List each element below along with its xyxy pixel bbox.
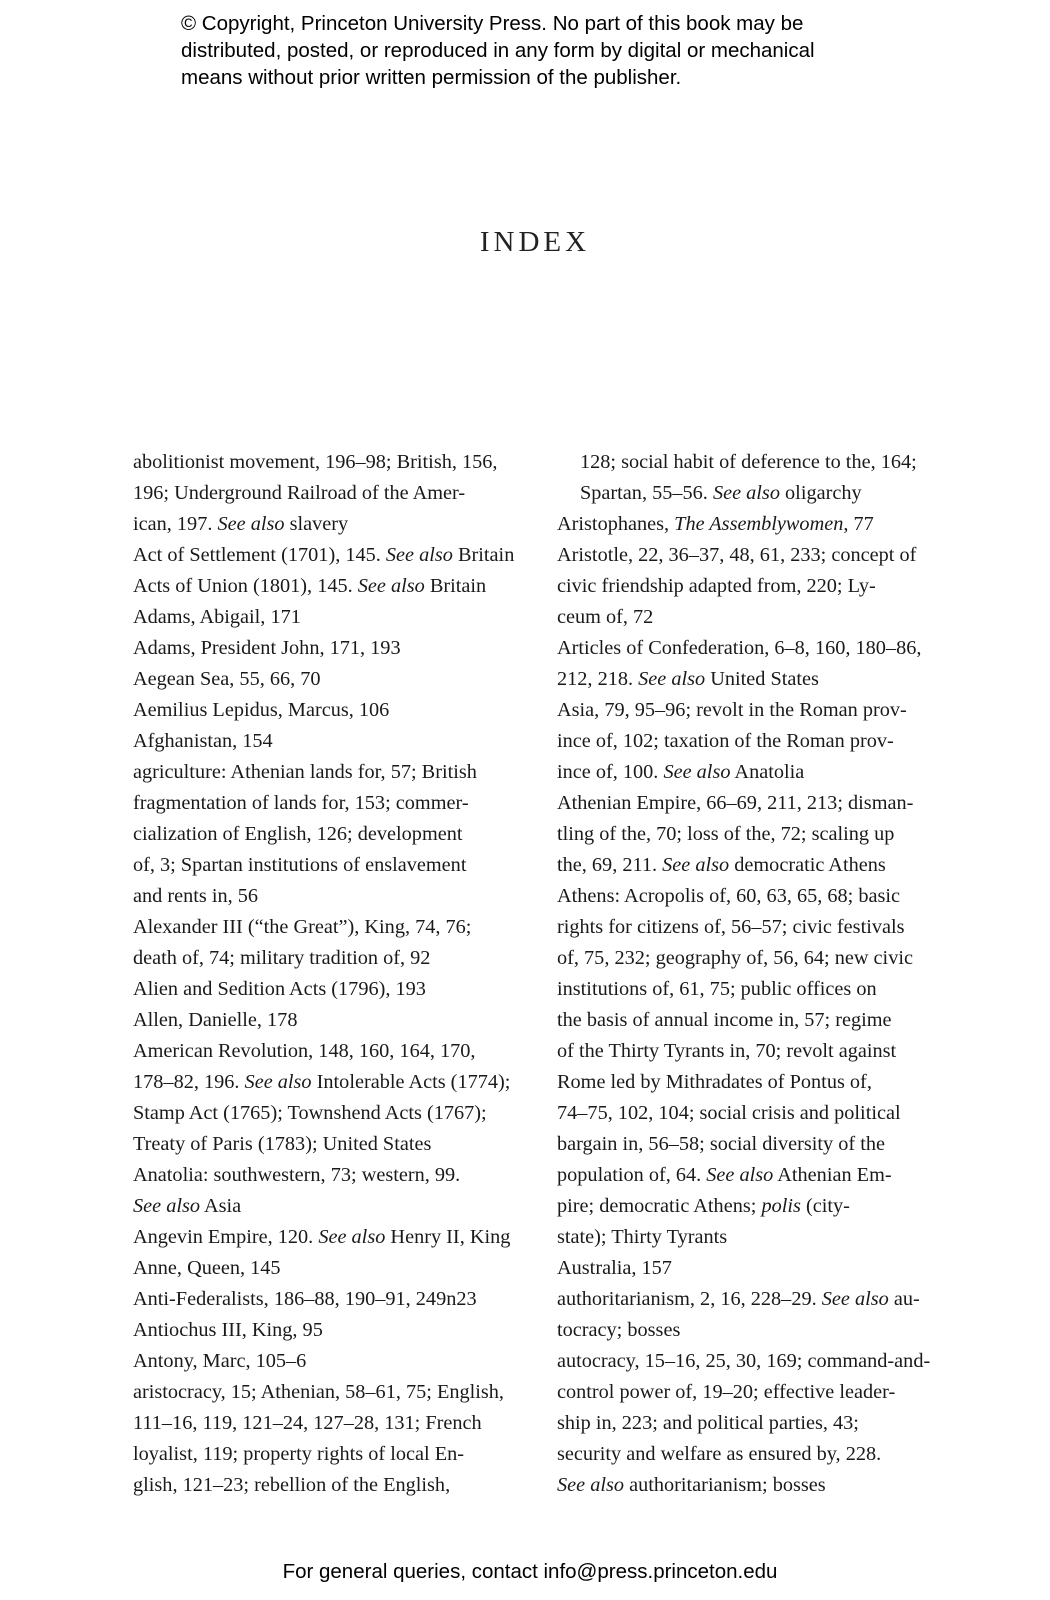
index-entry bbox=[133, 1005, 543, 1036]
index-entry-line: See also authoritarianism; bosses bbox=[557, 1474, 826, 1496]
index-entry-line: American Revolution, 148, 160, 164, 170, bbox=[133, 1040, 476, 1062]
index-entry-line: cialization of English, 126; development bbox=[133, 823, 463, 845]
index-entry bbox=[133, 540, 543, 571]
page-title: INDEX bbox=[479, 226, 591, 258]
index-entry-line: agriculture: Athenian lands for, 57; British bbox=[133, 761, 477, 783]
copyright-line: © Copyright, Princeton University Press. No part of this book may be bbox=[181, 12, 804, 35]
index-entry-line: ican, 197. See also slavery bbox=[133, 513, 349, 535]
index-entry bbox=[133, 757, 543, 912]
index-entry-line: See also Asia bbox=[133, 1195, 242, 1217]
index-entry-line: Adams, Abigail, 171 bbox=[133, 606, 301, 628]
index-entry-line: ceum of, 72 bbox=[557, 606, 654, 628]
index-entry-line: Aemilius Lepidus, Marcus, 106 bbox=[133, 699, 390, 721]
index-entry-line: aristocracy, 15; Athenian, 58–61, 75; English, bbox=[133, 1381, 505, 1403]
index-entry bbox=[133, 1160, 543, 1222]
index-entry bbox=[133, 571, 543, 602]
index-entry-line: death of, 74; military tradition of, 92 bbox=[133, 947, 431, 969]
index-entry bbox=[557, 1284, 947, 1346]
index-entry bbox=[133, 695, 543, 726]
index-entry bbox=[133, 1284, 543, 1315]
index-entry-line: Athens: Acropolis of, 60, 63, 65, 68; basic bbox=[557, 885, 901, 907]
index-entry bbox=[557, 1346, 947, 1501]
index-entry bbox=[133, 726, 543, 757]
index-entry bbox=[557, 540, 947, 633]
index-entry-line: bargain in, 56–58; social diversity of the bbox=[557, 1133, 886, 1155]
index-entry-line: population of, 64. See also Athenian Em- bbox=[557, 1164, 892, 1186]
index-entry-line: Aristotle, 22, 36–37, 48, 61, 233; concept of bbox=[557, 544, 917, 566]
index-entry-line: institutions of, 61, 75; public offices on bbox=[557, 978, 877, 1000]
index-entry-line: rights for citizens of, 56–57; civic festivals bbox=[557, 916, 905, 938]
index-entry-line: ship in, 223; and political parties, 43; bbox=[557, 1412, 859, 1434]
index-entry-line: Athenian Empire, 66–69, 211, 213; disman- bbox=[557, 792, 914, 814]
index-entry-line: 212, 218. See also United States bbox=[557, 668, 819, 690]
index-entry-line: Antony, Marc, 105–6 bbox=[133, 1350, 307, 1372]
index-entry-line: Australia, 157 bbox=[557, 1257, 672, 1279]
index-entry bbox=[133, 912, 543, 974]
index-entry-line: 111–16, 119, 121–24, 127–28, 131; French bbox=[133, 1412, 482, 1434]
index-entry bbox=[133, 1222, 543, 1253]
index-entry-line: 196; Underground Railroad of the Amer- bbox=[133, 482, 466, 504]
index-entry-line: Allen, Danielle, 178 bbox=[133, 1009, 298, 1031]
index-entry-line: authoritarianism, 2, 16, 228–29. See also au- bbox=[557, 1288, 920, 1310]
index-entry-line: the, 69, 211. See also democratic Athens bbox=[557, 854, 886, 876]
index-entry-line: Alexander III (“the Great”), King, 74, 76; bbox=[133, 916, 472, 938]
index-entry-line: tling of the, 70; loss of the, 72; scaling up bbox=[557, 823, 895, 845]
index-entry-line: Acts of Union (1801), 145. See also Britain bbox=[133, 575, 487, 597]
footer-contact: For general queries, contact info@press.princeton.edu bbox=[282, 1560, 778, 1583]
index-entry-line: ince of, 100. See also Anatolia bbox=[557, 761, 805, 783]
index-entry-line: 74–75, 102, 104; social crisis and political bbox=[557, 1102, 901, 1124]
index-entry-line: Afghanistan, 154 bbox=[133, 730, 273, 752]
index-entry-line: Treaty of Paris (1783); United States bbox=[133, 1133, 432, 1155]
index-entry-continued bbox=[557, 447, 947, 509]
index-entry-line: and rents in, 56 bbox=[133, 885, 259, 907]
index-entry bbox=[557, 633, 947, 695]
index-entry-line: tocracy; bosses bbox=[557, 1319, 681, 1341]
index-entry-line: Anne, Queen, 145 bbox=[133, 1257, 281, 1279]
index-entry-line: Alien and Sedition Acts (1796), 193 bbox=[133, 978, 426, 1000]
index-entry bbox=[133, 447, 543, 540]
copyright-line: distributed, posted, or reproduced in any form by digital or mechanical bbox=[181, 39, 815, 62]
index-entry-line: security and welfare as ensured by, 228. bbox=[557, 1443, 882, 1465]
index-entry-line: Spartan, 55–56. See also oligarchy bbox=[580, 482, 862, 504]
index-entry-line: the basis of annual income in, 57; regime bbox=[557, 1009, 892, 1031]
index-entry-line: of, 75, 232; geography of, 56, 64; new civic bbox=[557, 947, 913, 969]
index-entry-line: Angevin Empire, 120. See also Henry II, King bbox=[133, 1226, 511, 1248]
index-entry bbox=[557, 695, 947, 788]
index-entry-line: Act of Settlement (1701), 145. See also Britain bbox=[133, 544, 515, 566]
index-entry bbox=[133, 1346, 543, 1377]
index-entry-line: Rome led by Mithradates of Pontus of, bbox=[557, 1071, 872, 1093]
copyright-notice bbox=[181, 10, 941, 91]
index-entry-line: Aristophanes, The Assemblywomen, 77 bbox=[557, 513, 874, 535]
index-entry-line: ince of, 102; taxation of the Roman prov- bbox=[557, 730, 894, 752]
index-entry-line: fragmentation of lands for, 153; commer- bbox=[133, 792, 469, 814]
index-entry-line: pire; democratic Athens; polis (city- bbox=[557, 1195, 850, 1217]
index-entry bbox=[133, 974, 543, 1005]
index-entry-line: Aegean Sea, 55, 66, 70 bbox=[133, 668, 321, 690]
index-entry-line: abolitionist movement, 196–98; British, 156, bbox=[133, 451, 498, 473]
index-entry bbox=[133, 1253, 543, 1284]
index-column-right bbox=[557, 447, 947, 1501]
index-entry bbox=[557, 1253, 947, 1284]
index-entry-line: of the Thirty Tyrants in, 70; revolt against bbox=[557, 1040, 897, 1062]
index-entry bbox=[133, 1315, 543, 1346]
index-entry-line: Asia, 79, 95–96; revolt in the Roman prov- bbox=[557, 699, 907, 721]
index-entry-line: control power of, 19–20; effective leader- bbox=[557, 1381, 896, 1403]
index-entry-line: Articles of Confederation, 6–8, 160, 180–86, bbox=[557, 637, 922, 659]
index-entry bbox=[557, 788, 947, 881]
index-entry bbox=[133, 664, 543, 695]
index-entry-line: state); Thirty Tyrants bbox=[557, 1226, 728, 1248]
index-entry-line: 128; social habit of deference to the, 164; bbox=[580, 451, 917, 473]
index-entry bbox=[133, 1036, 543, 1160]
index-entry bbox=[133, 1377, 543, 1501]
index-entry-line: Stamp Act (1765); Townshend Acts (1767); bbox=[133, 1102, 487, 1124]
index-entry-line: Anti-Federalists, 186–88, 190–91, 249n23 bbox=[133, 1288, 477, 1310]
index-entry bbox=[557, 509, 947, 540]
index-entry bbox=[557, 881, 947, 1253]
index-entry-line: Adams, President John, 171, 193 bbox=[133, 637, 401, 659]
index-entry-line: Antiochus III, King, 95 bbox=[133, 1319, 323, 1341]
index-entry-line: 178–82, 196. See also Intolerable Acts (1774); bbox=[133, 1071, 511, 1093]
copyright-line: means without prior written permission of the publisher. bbox=[181, 66, 682, 89]
index-column-left bbox=[133, 447, 543, 1501]
index-entry-line: civic friendship adapted from, 220; Ly- bbox=[557, 575, 876, 597]
index-entry bbox=[133, 633, 543, 664]
index-entry bbox=[133, 602, 543, 633]
index-entry-line: loyalist, 119; property rights of local En- bbox=[133, 1443, 465, 1465]
index-entry-line: autocracy, 15–16, 25, 30, 169; command-and- bbox=[557, 1350, 931, 1372]
index-entry-line: glish, 121–23; rebellion of the English, bbox=[133, 1474, 451, 1496]
index-entry-line: Anatolia: southwestern, 73; western, 99. bbox=[133, 1164, 461, 1186]
index-entry-line: of, 3; Spartan institutions of enslavement bbox=[133, 854, 467, 876]
